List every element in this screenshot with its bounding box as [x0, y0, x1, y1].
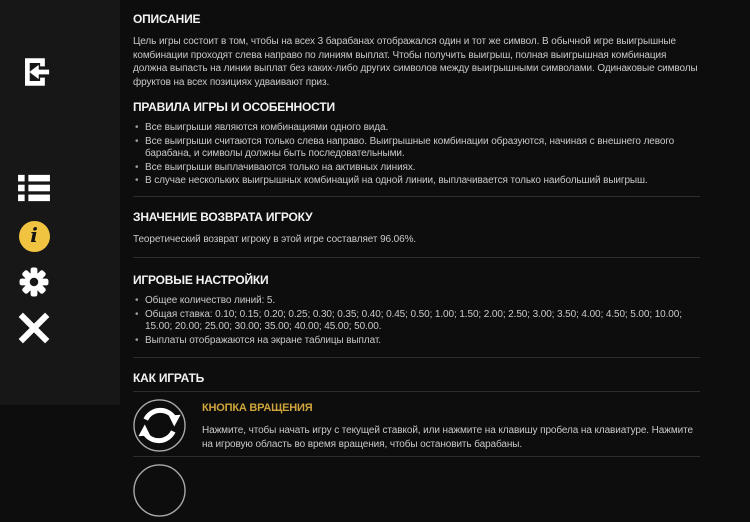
exit-icon [17, 54, 51, 93]
divider [133, 257, 700, 258]
close-button[interactable] [17, 311, 51, 347]
section-title-settings: ИГРОВЫЕ НАСТРОЙКИ [133, 273, 269, 287]
close-icon [17, 311, 51, 348]
section-title-description: ОПИСАНИЕ [133, 12, 201, 26]
spin-button-description: Нажмите, чтобы начать игру с текущей ставкой, или нажмите на клавишу пробела на клавиатуре. Нажмите на игровую область во время вращения, чтобы остановить барабаны. [202, 425, 693, 450]
paytable-list-icon [18, 173, 50, 206]
exit-game-button[interactable] [17, 55, 51, 91]
rtp-text: Теоретический возврат игроку в этой игре составляет 96.06%. [133, 233, 417, 245]
info-tab-button[interactable] [17, 218, 51, 254]
next-item-icon-partial [133, 464, 186, 473]
settings-item: • Общее количество линий: 5. [133, 295, 700, 308]
rules-list [133, 122, 700, 188]
rules-item: • Все выигрыши выплачиваются только на активных линиях. [133, 162, 700, 175]
divider [133, 357, 700, 358]
spin-button-title: КНОПКА ВРАЩЕНИЯ [202, 402, 313, 414]
info-icon [19, 221, 50, 252]
section-title-how-to-play: КАК ИГРАТЬ [133, 371, 205, 385]
description-text: Цель игры состоит в том, чтобы на всех 3 барабанах отображался один и тот же символ. В обычной игре выигрышные комбинации проходят слева направо по линиям выплат. Чтобы получить выигрыш, полная выигрышная комбинация должна выпасть на линии выплат без каких-либо других символов между выигрышными символами. Одинаковые символы фруктов на всех позициях удваивают приз. [133, 36, 698, 88]
paytable-button[interactable] [17, 171, 51, 207]
rules-item: • В случае нескольких выигрышных комбинаций на одной линии, выплачивается только наибольший выигрыш. [133, 175, 700, 188]
how-to-play-item-spin [133, 392, 700, 452]
rules-item: • Все выигрыши считаются только слева направо. Выигрышные комбинации образуются, начиная с внешнего левого барабана, и символы должны быть последовательными. [133, 136, 700, 161]
divider [133, 456, 700, 457]
sidebar [0, 0, 120, 405]
settings-item: • Общая ставка: 0.10; 0.15; 0.20; 0.25; 0.30; 0.35; 0.40; 0.45; 0.50; 1.00; 1.50; 2.00; 2.50; 3.00; 3.50; 4.00; 4.50; 5.00; 10.00; 15.00; 20.00; 25.00; 30.00; 35.00; 40.00; 45.00; 50.00. [133, 309, 700, 334]
gear-icon [17, 265, 51, 302]
rules-item: • Все выигрыши являются комбинациями одного вида. [133, 122, 700, 135]
info-content [120, 0, 750, 450]
settings-list [133, 295, 700, 347]
section-title-rules: ПРАВИЛА ИГРЫ И ОСОБЕННОСТИ [133, 100, 335, 114]
divider [133, 196, 700, 197]
info-icon-glyph: i [30, 223, 38, 247]
how-to-play-item-text [202, 399, 700, 451]
spin-button-icon [133, 399, 186, 452]
settings-item: • Выплаты отображаются на экране таблицы выплат. [133, 335, 700, 348]
settings-button[interactable] [17, 265, 51, 301]
section-title-rtp: ЗНАЧЕНИЕ ВОЗВРАТА ИГРОКУ [133, 209, 313, 224]
